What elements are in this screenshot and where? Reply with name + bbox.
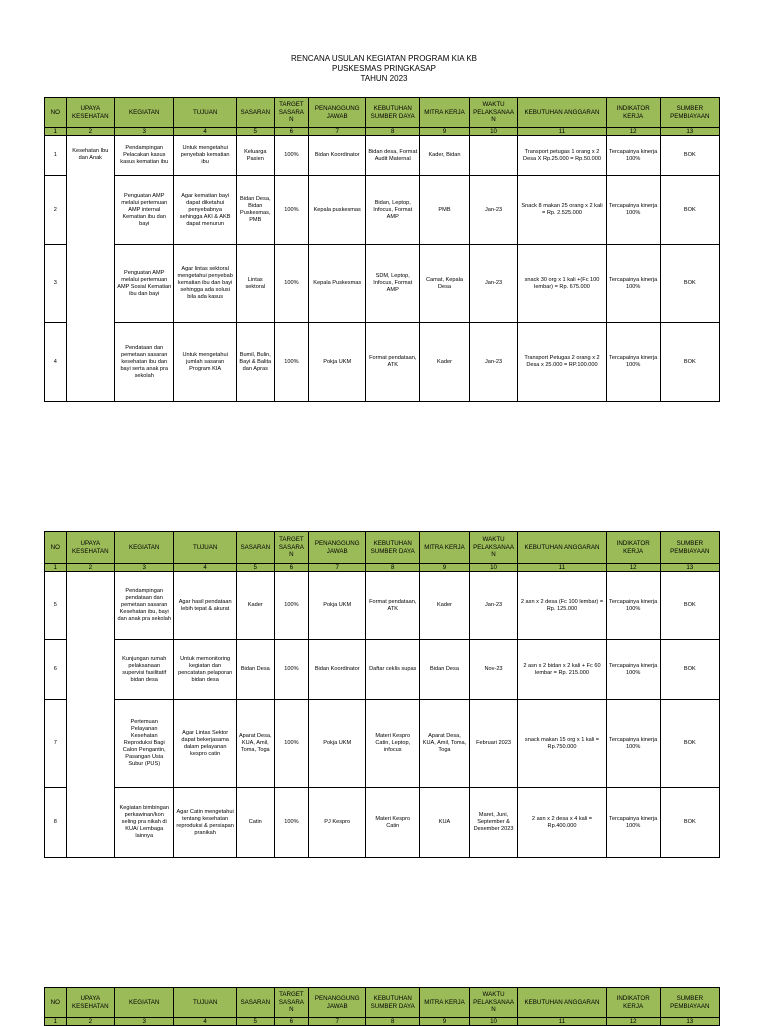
cell-tujuan: Untuk mengetahui penyebab kematian ibu (174, 136, 237, 176)
cell-indikator: Tercapainya kinerja 100% (606, 788, 660, 858)
column-header: KEBUTUHAN ANGGARAN (518, 988, 606, 1018)
cell-target: 100% (274, 572, 309, 640)
table-header-row (45, 988, 720, 1018)
cell-mitra: Kader (420, 323, 470, 402)
column-header: KEBUTUHAN ANGGARAN (518, 532, 606, 564)
cell-sasaran: Bidan Desa, Bidan Puskesmas, PMB (236, 176, 274, 245)
column-header: PENANGGUNG JAWAB (309, 532, 366, 564)
column-number: 13 (660, 1018, 719, 1026)
cell-pembiayaan: BOK (660, 323, 719, 402)
table-header-row (45, 98, 720, 128)
cell-no: 2 (45, 176, 67, 245)
cell-waktu: Nov-23 (469, 640, 518, 700)
column-header: INDIKATOR KERJA (606, 98, 660, 128)
table-row (45, 136, 720, 176)
column-header: KEBUTUHAN SUMBER DAYA (366, 988, 420, 1018)
column-header: SUMBER PEMBIAYAAN (660, 98, 719, 128)
column-number: 5 (236, 1018, 274, 1026)
column-header: SUMBER PEMBIAYAAN (660, 988, 719, 1018)
column-header: PENANGGUNG JAWAB (309, 988, 366, 1018)
cell-anggaran: snack 30 org x 1 kali +(Fc 100 lembar) = Rp. 675.000 (518, 245, 606, 323)
cell-no: 4 (45, 323, 67, 402)
column-header: WAKTU PELAKSANAA N (469, 988, 518, 1018)
column-number: 1 (45, 128, 67, 136)
column-header: KEGIATAN (115, 532, 174, 564)
cell-kegiatan: Pertemuan Pelayanan Kesehatan Reproduksi Bagi Calon Pengantin, Pasangan Usia Subur (PUS) (115, 700, 174, 788)
cell-indikator: Tercapainya kinerja 100% (606, 572, 660, 640)
cell-kegiatan: Pendataan dan pemetaan sasaran kesehatan ibu dan bayi serta anak pra sekolah (115, 323, 174, 402)
column-number: 11 (518, 564, 606, 572)
cell-tujuan: Agar kematian bayi dapat diketahui penyebabnya sehingga AKI & AKB dapat menurun (174, 176, 237, 245)
column-number: 8 (366, 564, 420, 572)
column-number: 3 (115, 564, 174, 572)
cell-waktu: Jan-23 (469, 572, 518, 640)
cell-mitra: Bidan Desa (420, 640, 470, 700)
column-header: KEGIATAN (115, 988, 174, 1018)
cell-kegiatan: Pendampingan Pelacakan kasus kasus kematian ibu (115, 136, 174, 176)
column-number: 7 (309, 1018, 366, 1026)
column-number: 12 (606, 564, 660, 572)
column-number: 13 (660, 128, 719, 136)
activity-table-2 (44, 531, 720, 858)
cell-target: 100% (274, 323, 309, 402)
column-number-row (45, 128, 720, 136)
cell-anggaran: Transport Petugas 2 orang x 2 Desa x 25.000 = RP.100.000 (518, 323, 606, 402)
cell-penanggung-jawab: Pokja UKM (309, 323, 366, 402)
cell-sasaran: Bumil, Bulin, Bayi & Balita dan Apras (236, 323, 274, 402)
cell-sumber-daya: Daftar ceklis supas (366, 640, 420, 700)
column-header: TARGET SASARAN (274, 98, 309, 128)
cell-kegiatan: Penguatan AMP melalui pertemuan AMP internal Kematian ibu dan bayi (115, 176, 174, 245)
cell-target: 100% (274, 640, 309, 700)
table-row (45, 572, 720, 640)
cell-kegiatan: Penguatan AMP melalui pertemuan AMP Sosial Kematian ibu dan bayi (115, 245, 174, 323)
column-header: UPAYA KESEHATAN (66, 532, 115, 564)
cell-sasaran: Bidan Desa (236, 640, 274, 700)
cell-mitra: Camat, Kepala Desa (420, 245, 470, 323)
cell-mitra: PMB (420, 176, 470, 245)
cell-anggaran: snack makan 15 org x 1 kali = Rp.750.000 (518, 700, 606, 788)
column-number: 6 (274, 128, 309, 136)
cell-target: 100% (274, 136, 309, 176)
cell-waktu (469, 136, 518, 176)
cell-no: 6 (45, 640, 67, 700)
column-header: TUJUAN (174, 532, 237, 564)
cell-waktu: Jan-23 (469, 323, 518, 402)
column-number: 1 (45, 1018, 67, 1026)
cell-target: 100% (274, 700, 309, 788)
cell-pembiayaan: BOK (660, 640, 719, 700)
table-row (45, 323, 720, 402)
column-header: MITRA KERJA (420, 98, 470, 128)
column-header: SASARAN (236, 98, 274, 128)
column-number: 10 (469, 564, 518, 572)
cell-waktu: Maret, Juni, September & Desember 2023 (469, 788, 518, 858)
cell-tujuan: Agar hasil pendataan lebih tepat & akurat (174, 572, 237, 640)
column-number: 5 (236, 564, 274, 572)
cell-mitra: Aparat Desa, KUA, Amil, Toma, Toga (420, 700, 470, 788)
column-header: INDIKATOR KERJA (606, 532, 660, 564)
cell-anggaran: 2 asn x 2 desa x 4 kali = Rp.400.000 (518, 788, 606, 858)
cell-mitra: Kader (420, 572, 470, 640)
column-number: 7 (309, 128, 366, 136)
cell-indikator: Tercapainya kinerja 100% (606, 700, 660, 788)
column-number: 12 (606, 1018, 660, 1026)
column-header: NO (45, 988, 67, 1018)
cell-indikator: Tercapainya kinerja 100% (606, 323, 660, 402)
cell-sumber-daya: Format pendataan, ATK (366, 323, 420, 402)
column-number: 9 (420, 564, 470, 572)
column-number: 3 (115, 128, 174, 136)
cell-mitra: Kader, Bidan (420, 136, 470, 176)
table-row (45, 176, 720, 245)
column-number: 10 (469, 1018, 518, 1026)
column-number-row (45, 564, 720, 572)
cell-sumber-daya: Materi Kespro Catin (366, 788, 420, 858)
column-number: 9 (420, 128, 470, 136)
activity-table-3 (44, 987, 720, 1026)
column-number: 4 (174, 1018, 237, 1026)
cell-mitra: KUA (420, 788, 470, 858)
column-number: 12 (606, 128, 660, 136)
cell-sasaran: Kader (236, 572, 274, 640)
column-header: KEBUTUHAN ANGGARAN (518, 98, 606, 128)
cell-pembiayaan: BOK (660, 572, 719, 640)
cell-sumber-daya: Format pendataan, ATK (366, 572, 420, 640)
cell-sasaran: Catin (236, 788, 274, 858)
column-header: WAKTU PELAKSANAA N (469, 532, 518, 564)
table-row (45, 788, 720, 858)
table-header-row (45, 532, 720, 564)
activity-table-1 (44, 97, 720, 402)
column-header: SASARAN (236, 988, 274, 1018)
column-number: 4 (174, 128, 237, 136)
column-header: PENANGGUNG JAWAB (309, 98, 366, 128)
column-number: 2 (66, 128, 115, 136)
cell-target: 100% (274, 788, 309, 858)
column-header: NO (45, 98, 67, 128)
column-number: 8 (366, 1018, 420, 1026)
cell-indikator: Tercapainya kinerja 100% (606, 176, 660, 245)
cell-anggaran: 2 asn x 2 desa (Fc 100 lembar) = Rp. 125.000 (518, 572, 606, 640)
table-row (45, 640, 720, 700)
cell-upaya: Kesehatan Ibu dan Anak (66, 136, 115, 402)
column-header: INDIKATOR KERJA (606, 988, 660, 1018)
cell-sasaran: Keluarga Pasien (236, 136, 274, 176)
cell-penanggung-jawab: Pokja UKM (309, 572, 366, 640)
cell-indikator: Tercapainya kinerja 100% (606, 245, 660, 323)
column-number: 9 (420, 1018, 470, 1026)
cell-waktu: Jan-23 (469, 176, 518, 245)
cell-anggaran: Snack 8 makan 25 orang x 2 kali = Rp. 2.525.000 (518, 176, 606, 245)
column-number: 8 (366, 128, 420, 136)
cell-penanggung-jawab: Bidan Koordinator (309, 136, 366, 176)
column-header: NO (45, 532, 67, 564)
cell-sasaran: Lintas sektoral (236, 245, 274, 323)
column-number: 11 (518, 128, 606, 136)
cell-tujuan: Agar Lintas Sektor dapat bekerjasama dalam pelayanan kespro catin (174, 700, 237, 788)
title-line-3: TAHUN 2023 (360, 74, 408, 83)
cell-tujuan: Agar lintas sektoral mengetahui penyebab kematian ibu dan bayi sehingga ada solusi bila ada kasus (174, 245, 237, 323)
column-header: TUJUAN (174, 988, 237, 1018)
column-header: UPAYA KESEHATAN (66, 988, 115, 1018)
cell-tujuan: Untuk memonitoring kegiatan dan pencatatan pelaporan bidan desa (174, 640, 237, 700)
column-header: UPAYA KESEHATAN (66, 98, 115, 128)
column-number: 3 (115, 1018, 174, 1026)
column-header: MITRA KERJA (420, 988, 470, 1018)
table-row (45, 245, 720, 323)
cell-no: 3 (45, 245, 67, 323)
column-number: 6 (274, 564, 309, 572)
cell-pembiayaan: BOK (660, 136, 719, 176)
column-header: TARGET SASARAN (274, 988, 309, 1018)
cell-penanggung-jawab: PJ Kespro (309, 788, 366, 858)
cell-sumber-daya: SDM, Leptop, Infocus, Format AMP (366, 245, 420, 323)
column-header: SASARAN (236, 532, 274, 564)
cell-no: 1 (45, 136, 67, 176)
cell-indikator: Tercapainya kinerja 100% (606, 640, 660, 700)
cell-penanggung-jawab: Pokja UKM (309, 700, 366, 788)
column-header: SUMBER PEMBIAYAAN (660, 532, 719, 564)
cell-tujuan: Agar Catin mengetahui tentang kesehatan reproduksi & persiapan pranikah (174, 788, 237, 858)
cell-penanggung-jawab: Kepala puskesmas (309, 176, 366, 245)
cell-sasaran: Aparat Desa, KUA, Amil, Toma, Toga (236, 700, 274, 788)
cell-upaya (66, 572, 115, 858)
column-header: MITRA KERJA (420, 532, 470, 564)
column-header: TUJUAN (174, 98, 237, 128)
cell-waktu: Februari 2023 (469, 700, 518, 788)
column-number: 10 (469, 128, 518, 136)
column-number: 7 (309, 564, 366, 572)
column-number: 4 (174, 564, 237, 572)
column-number: 1 (45, 564, 67, 572)
cell-sumber-daya: Bidan, Leptop, Infocus, Format AMP (366, 176, 420, 245)
column-number: 5 (236, 128, 274, 136)
cell-indikator: Tercapainya kinerja 100% (606, 136, 660, 176)
cell-target: 100% (274, 245, 309, 323)
column-header: KEGIATAN (115, 98, 174, 128)
cell-pembiayaan: BOK (660, 245, 719, 323)
cell-anggaran: Transport petugas 1 orang x 2 Desa X Rp.25.000 = Rp.50.000 (518, 136, 606, 176)
cell-kegiatan: Kegiatan bimbingan perkawinan/kon seling pra nikah di KUA/ Lembaga lainnya (115, 788, 174, 858)
cell-tujuan: Untuk mengetahui jumlah sasaran Program KIA (174, 323, 237, 402)
table-row (45, 700, 720, 788)
cell-no: 5 (45, 572, 67, 640)
document-title (0, 54, 768, 84)
title-line-1: RENCANA USULAN KEGIATAN PROGRAM KIA KB (291, 54, 477, 63)
title-line-2: PUSKESMAS PRINGKASAP (331, 64, 437, 73)
column-number-row (45, 1018, 720, 1026)
cell-kegiatan: Pendampingan pendataan dan pemetaan sasaran Kesehatan ibu, bayi dan anak pra sekolah (115, 572, 174, 640)
cell-waktu: Jan-23 (469, 245, 518, 323)
cell-sumber-daya: Bidan desa, Format Audit Maternal (366, 136, 420, 176)
cell-pembiayaan: BOK (660, 700, 719, 788)
column-number: 6 (274, 1018, 309, 1026)
cell-pembiayaan: BOK (660, 788, 719, 858)
column-header: WAKTU PELAKSANAAN (469, 98, 518, 128)
column-header: KEBUTUHAN SUMBER DAYA (366, 98, 420, 128)
column-header: KEBUTUHAN SUMBER DAYA (366, 532, 420, 564)
cell-pembiayaan: BOK (660, 176, 719, 245)
column-header: TARGET SASARA N (274, 532, 309, 564)
cell-sumber-daya: Materi Kespro Catin, Leptop, infocus (366, 700, 420, 788)
column-number: 13 (660, 564, 719, 572)
cell-no: 7 (45, 700, 67, 788)
cell-no: 8 (45, 788, 67, 858)
column-number: 11 (518, 1018, 606, 1026)
cell-anggaran: 2 asn x 2 bidan x 2 kali + Fc 60 lembar = Rp. 215.000 (518, 640, 606, 700)
cell-target: 100% (274, 176, 309, 245)
cell-penanggung-jawab: Bidan Koordinator (309, 640, 366, 700)
cell-kegiatan: Kunjungan rumah pelaksanaan supervisi fasilitatif bidan desa (115, 640, 174, 700)
cell-penanggung-jawab: Kepala Puskesmas (309, 245, 366, 323)
column-number: 2 (66, 1018, 115, 1026)
column-number: 2 (66, 564, 115, 572)
